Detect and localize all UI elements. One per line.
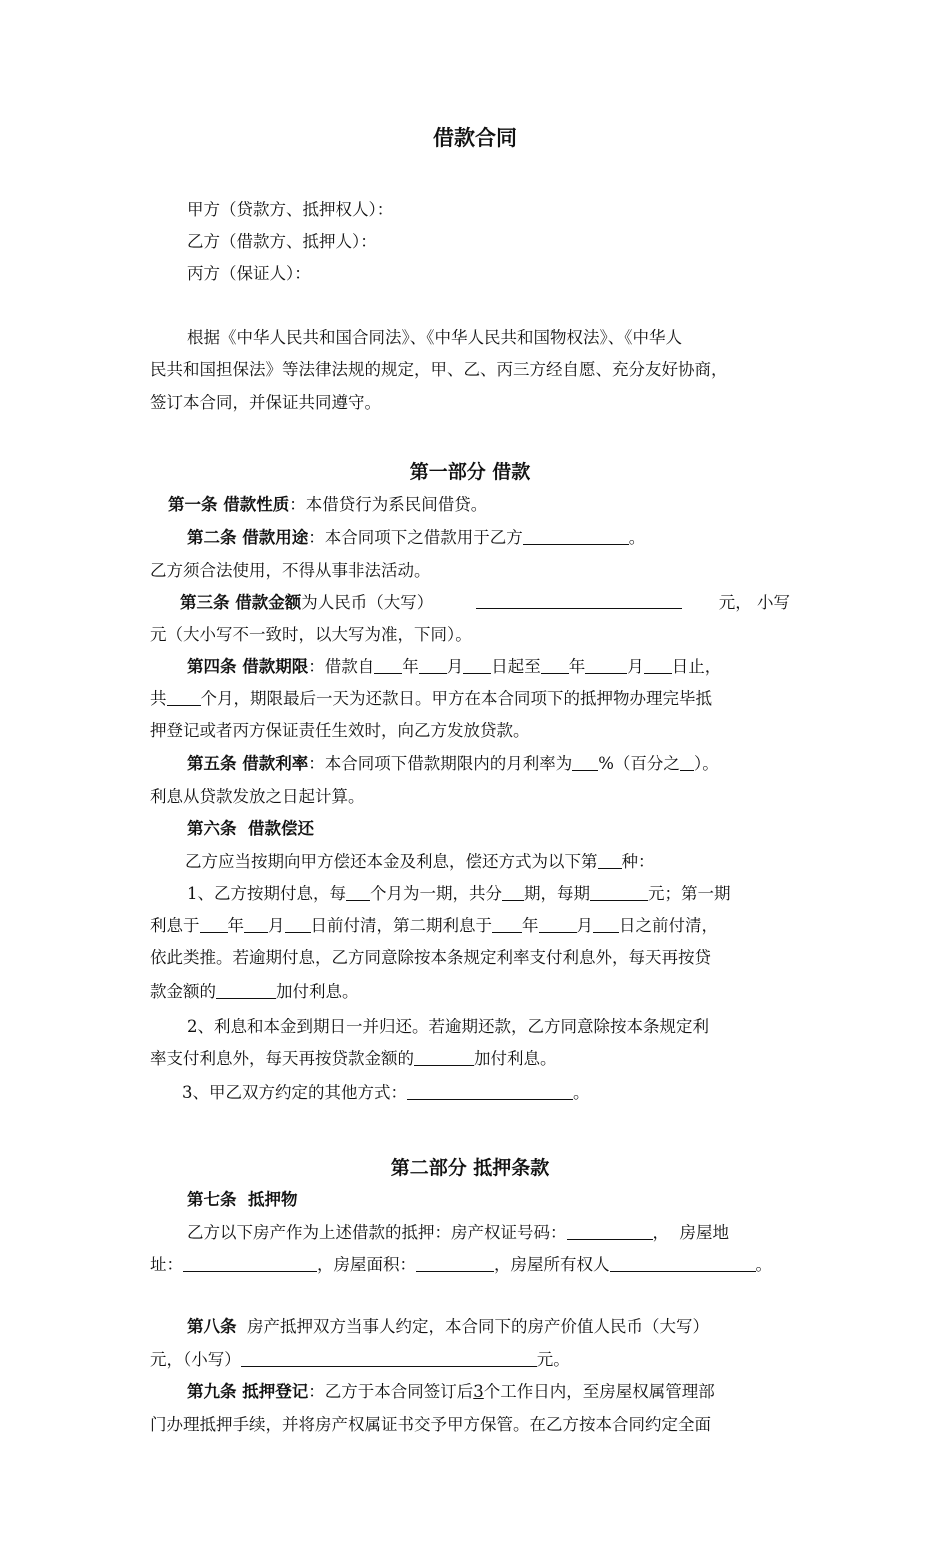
- article-7-area: ，房屋面积：: [317, 1255, 416, 1274]
- penalty-rate-blank-1[interactable]: [216, 981, 276, 999]
- article-4-label: 第四条 借款期限: [187, 657, 309, 676]
- option-1-line-4: [150, 980, 800, 1004]
- article-7-text: 乙方以下房产作为上述借款的抵押：房产权证号码：: [187, 1223, 567, 1242]
- option-1-text: 1、乙方按期付息，每: [187, 884, 346, 903]
- article-5-percent: %（百分之: [598, 754, 680, 773]
- article-7-line-1: [187, 1221, 837, 1245]
- second-day-blank[interactable]: [593, 915, 619, 933]
- option-1-line-2: [150, 914, 800, 938]
- article-4-line-2-text: 个月，期限最后一天为还款日。甲方在本合同项下的抵押物办理完毕抵: [200, 689, 712, 708]
- article-2-label: 第二条 借款用途: [187, 528, 309, 547]
- owner-blank[interactable]: [610, 1254, 756, 1272]
- article-7-line-2: [150, 1253, 800, 1277]
- article-1: [168, 493, 818, 517]
- option-1-b-text-2: 日前付清，第二期利息于: [310, 916, 492, 935]
- article-7-text-2: ， 房屋地: [652, 1223, 729, 1242]
- party-c: 丙方（保证人）：: [187, 264, 311, 283]
- article-3-text: 为人民币（大写）: [301, 593, 434, 612]
- option-2-line-2: [150, 1047, 800, 1071]
- article-9-text-2: 个工作日内，至房屋权属管理部: [483, 1382, 715, 1401]
- first-year-blank[interactable]: [200, 915, 228, 933]
- preamble-line-3: 签订本合同，并保证共同遵守。: [150, 393, 381, 412]
- period-months-blank[interactable]: [346, 883, 370, 901]
- option-1-b-text: 利息于: [150, 916, 200, 935]
- party-a: 甲方（贷款方、抵押权人）：: [187, 200, 394, 219]
- preamble-line-1: 根据《中华人民共和国合同法》、《中华人民共和国物权法》、《中华人: [187, 328, 682, 347]
- option-2-line-1: 2、利息和本金到期日一并归还。若逾期还款，乙方同意除按本条规定利: [187, 1017, 709, 1036]
- article-7-address: 址：: [150, 1255, 183, 1274]
- article-4-month: 月: [446, 657, 464, 676]
- article-3-label: 第三条 借款金额: [180, 593, 302, 612]
- method-blank[interactable]: [598, 851, 622, 869]
- article-8-end: 元。: [536, 1350, 570, 1369]
- end-day-blank[interactable]: [644, 656, 672, 674]
- first-day-blank[interactable]: [285, 915, 311, 933]
- address-blank[interactable]: [183, 1254, 317, 1272]
- article-4-month-2: 月: [627, 657, 644, 676]
- days-value: 3: [473, 1382, 484, 1401]
- option-3-end: 。: [573, 1083, 590, 1102]
- article-5-text: ：本合同项下借款期限内的月利率为: [308, 754, 573, 773]
- article-8-line-2: [150, 1348, 800, 1372]
- article-7-owner: ，房屋所有权人: [494, 1255, 610, 1274]
- option-1-b-year-2: 年: [522, 916, 539, 935]
- article-2-text: ：本合同项下之借款用于乙方: [308, 528, 523, 547]
- article-3: [180, 591, 790, 615]
- article-1-text: ：本借贷行为系民间借贷。: [289, 495, 488, 514]
- article-9-line-2: 门办理抵押手续，并将房产权属证书交予甲方保管。在乙方按本合同约定全面: [150, 1415, 711, 1434]
- option-2-b-end: 加付利息。: [474, 1049, 557, 1068]
- rate-capital-blank[interactable]: [680, 753, 694, 771]
- second-year-blank[interactable]: [492, 915, 522, 933]
- option-1-b-end: 日之前付清，: [619, 916, 718, 935]
- article-9-text: ：乙方于本合同签订后: [308, 1382, 474, 1401]
- article-4: [187, 655, 837, 679]
- option-1-b-month-2: 月: [576, 916, 593, 935]
- option-3-text: 3、甲乙双方约定的其他方式：: [182, 1083, 407, 1102]
- certificate-number-blank[interactable]: [567, 1222, 653, 1240]
- option-1-b-year: 年: [227, 916, 244, 935]
- rate-blank[interactable]: [572, 753, 598, 771]
- penalty-rate-blank-2[interactable]: [414, 1048, 474, 1066]
- other-method-blank[interactable]: [407, 1082, 573, 1100]
- article-4-line-2: [150, 687, 800, 711]
- end-month-blank[interactable]: [585, 656, 627, 674]
- property-value-blank[interactable]: [241, 1349, 537, 1367]
- article-4-year: 年: [402, 657, 419, 676]
- article-5-end: ）。: [693, 754, 719, 773]
- article-8-small: 元，（小写）: [150, 1350, 241, 1369]
- article-9: [187, 1380, 837, 1404]
- first-month-blank[interactable]: [244, 915, 268, 933]
- article-2: [187, 526, 837, 550]
- area-blank[interactable]: [416, 1254, 494, 1272]
- article-2-end: 。: [628, 528, 646, 547]
- part2-heading: 第二部分 抵押条款: [390, 1157, 550, 1179]
- article-4-text: ：借款自: [308, 657, 375, 676]
- article-3-text-2: 元， 小写: [718, 593, 790, 612]
- article-8: [187, 1315, 837, 1339]
- preamble-line-2: 民共和国担保法》等法律法规的规定，甲、乙、丙三方经自愿、充分友好协商，: [150, 360, 728, 379]
- option-1-text-4: 元；第一期: [648, 884, 731, 903]
- option-3: [182, 1081, 832, 1105]
- periods-blank[interactable]: [502, 883, 524, 901]
- option-1-d-end: 加付利息。: [276, 982, 359, 1001]
- article-6: [187, 817, 837, 841]
- article-4-line-3: 押登记或者丙方保证责任生效时，向乙方发放贷款。: [150, 721, 530, 740]
- option-1-text-3: 期，每期: [524, 884, 590, 903]
- article-6-intro: [185, 850, 835, 874]
- start-month-blank[interactable]: [419, 656, 447, 674]
- article-3-line-2: 元（大小写不一致时，以大写为准，下同）。: [150, 625, 472, 644]
- article-6-label: 第六条 借款偿还: [187, 819, 314, 838]
- per-period-blank[interactable]: [590, 883, 648, 901]
- start-day-blank[interactable]: [463, 656, 491, 674]
- article-8-text: 房产抵押双方当事人约定，本合同下的房产价值人民币（大写）: [236, 1317, 709, 1336]
- article-7-label: 第七条 抵押物: [187, 1190, 298, 1209]
- article-1-label: 第一条 借款性质: [168, 495, 290, 514]
- article-7: [187, 1188, 837, 1212]
- article-5: [187, 752, 837, 776]
- second-month-blank[interactable]: [539, 915, 577, 933]
- article-5-label: 第五条 借款利率: [187, 754, 309, 773]
- option-1-d-text: 款金额的: [150, 982, 216, 1001]
- option-1-line-3: 依此类推。若逾期付息，乙方同意除按本条规定利率支付利息外，每天再按贷: [150, 948, 711, 967]
- start-year-blank[interactable]: [374, 656, 402, 674]
- article-2-line-2: 乙方须合法使用，不得从事非法活动。: [150, 561, 431, 580]
- option-2-b-text: 率支付利息外，每天再按贷款金额的: [150, 1049, 414, 1068]
- article-4-year-2: 年: [568, 657, 586, 676]
- amount-capital-blank[interactable]: [476, 591, 682, 609]
- party-b: 乙方（借款方、抵押人）：: [187, 232, 377, 251]
- article-4-end: 日止，: [671, 657, 722, 676]
- end-year-blank[interactable]: [541, 656, 569, 674]
- months-blank[interactable]: [167, 688, 201, 706]
- article-4-total: 共: [150, 689, 167, 708]
- article-6-intro-end: 种：: [621, 852, 655, 871]
- article-9-label: 第九条 抵押登记: [187, 1382, 309, 1401]
- article-5-line-2: 利息从贷款发放之日起计算。: [150, 787, 365, 806]
- article-7-end: 。: [755, 1255, 772, 1274]
- purpose-blank[interactable]: [523, 527, 629, 545]
- document-title: 借款合同: [433, 125, 517, 150]
- article-8-label: 第八条: [187, 1317, 237, 1336]
- option-1-line-1: [187, 882, 837, 906]
- article-6-intro-text: 乙方应当按期向甲方偿还本金及利息，偿还方式为以下第: [185, 852, 598, 871]
- article-4-to: 日起至: [491, 657, 541, 676]
- part1-heading: 第一部分 借款: [409, 461, 531, 483]
- option-1-text-2: 个月为一期，共分: [370, 884, 502, 903]
- option-1-b-month: 月: [268, 916, 285, 935]
